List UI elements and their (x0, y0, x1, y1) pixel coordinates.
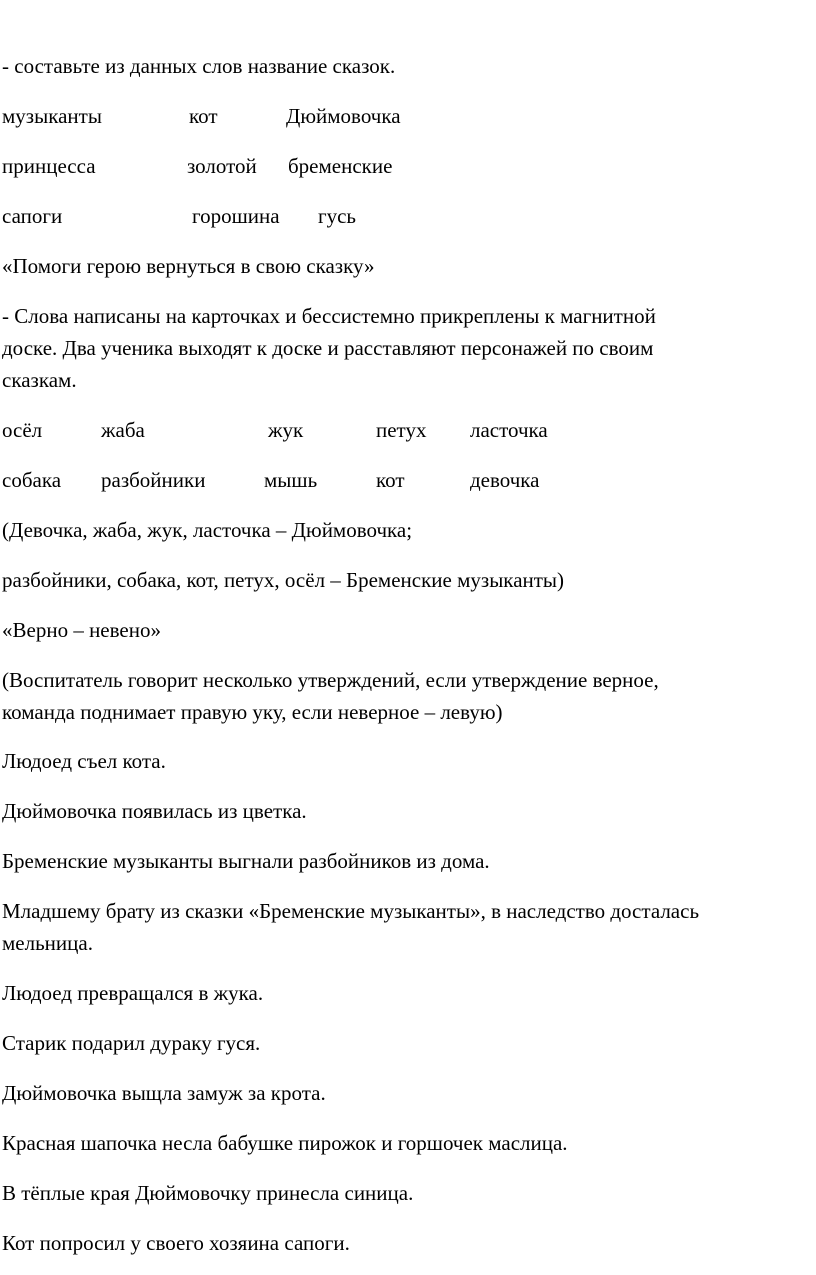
task2-word: разбойники (101, 468, 206, 492)
task1-word: кот (189, 104, 218, 128)
task2-word: девочка (470, 468, 540, 492)
task2-description-line: сказкам. (2, 368, 77, 392)
task2-answer-line: (Девочка, жаба, жук, ласточка – Дюймовочка; (2, 518, 413, 542)
task2-answer-line: разбойники, собака, кот, петух, осёл – Бременские музыканты) (2, 568, 565, 592)
task2-word: осёл (2, 418, 43, 442)
task1-word: Дюймовочка (286, 104, 401, 128)
task3-statement-continuation: мельница. (2, 931, 93, 955)
task2-word: петух (376, 418, 427, 442)
task3-statement: Дюймовочка выщла замуж за крота. (2, 1081, 326, 1105)
task3-description-line: команда поднимает правую уку, если неверное – левую) (2, 700, 503, 724)
task3-statement: Людоед превращался в жука. (2, 981, 264, 1005)
task2-word: собака (2, 468, 62, 492)
task2-description-line: доске. Два ученика выходят к доске и расставляют персонажей по своим (2, 336, 654, 360)
task3-statement: Бременские музыканты выгнали разбойников из дома. (2, 849, 490, 873)
task2-word: мышь (264, 468, 318, 492)
task3-statement: Кот попросил у своего хозяина сапоги. (2, 1231, 350, 1255)
task1-instruction: - составьте из данных слов название сказок. (2, 54, 396, 78)
task2-description-line: - Слова написаны на карточках и бессистемно прикреплены к магнитной (2, 304, 656, 328)
task2-word: жук (268, 418, 304, 442)
task1-word: гусь (318, 204, 357, 228)
task3-statement: Людоед съел кота. (2, 749, 166, 773)
task1-word: сапоги (2, 204, 63, 228)
task3-statement: Дюймовочка появилась из цветка. (2, 799, 307, 823)
task2-word: кот (376, 468, 405, 492)
task3-description-line: (Воспитатель говорит несколько утверждений, если утверждение верное, (2, 668, 659, 692)
task2-word: жаба (101, 418, 145, 442)
task1-word: принцесса (2, 154, 96, 178)
task1-word: бременские (288, 154, 393, 178)
task2-word: ласточка (470, 418, 548, 442)
task1-word: золотой (187, 154, 257, 178)
task2-title: «Помоги герою вернуться в свою сказку» (2, 254, 375, 278)
task3-statement: Старик подарил дураку гуся. (2, 1031, 261, 1055)
task3-statement: Красная шапочка несла бабушке пирожок и горшочек маслица. (2, 1131, 568, 1155)
task1-word: горошина (192, 204, 280, 228)
task3-statement: Младшему брату из сказки «Бременские музыканты», в наследство досталась (2, 899, 700, 923)
task3-title: «Верно – невено» (2, 618, 161, 642)
task1-word: музыканты (2, 104, 102, 128)
task3-statement: В тёплые края Дюймовочку принесла синица. (2, 1181, 414, 1205)
